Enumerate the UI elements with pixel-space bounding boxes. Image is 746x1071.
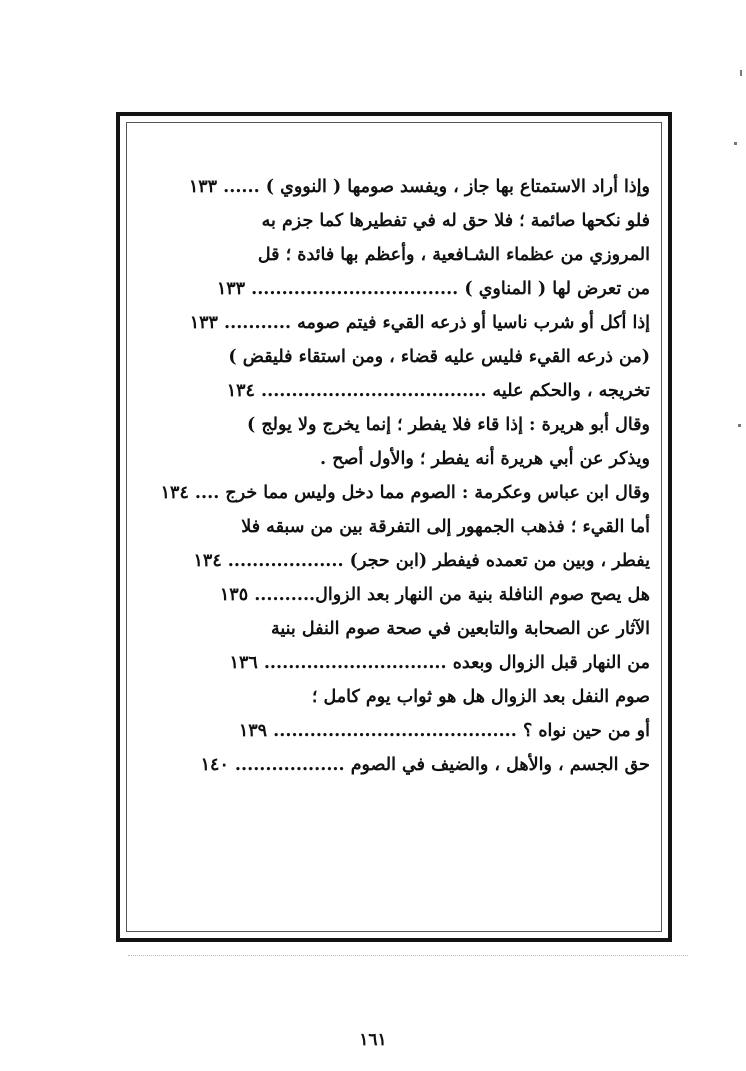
toc-entry: من النهار قبل الزوال وبعده .............................. ١٣٦ <box>229 653 650 673</box>
toc-entry: إذا أكل أو شرب ناسيا أو ذرعه القيء فيتم صومه ........... ١٣٣ <box>189 313 650 333</box>
table-of-contents <box>158 170 650 782</box>
scan-speck <box>740 70 742 76</box>
scan-speck <box>738 424 741 427</box>
toc-entry: حق الجسم ، والأهل ، والضيف في الصوم .................. ١٤٠ <box>200 755 650 775</box>
toc-entry: (من ذرعه القيء فليس عليه قضاء ، ومن استقاء فليقض ) <box>228 347 650 367</box>
toc-entry: وقال أبو هريرة : إذا قاء فلا يفطر ؛ إنما يخرج ولا يولج ) <box>247 415 650 435</box>
toc-entry: المروزي من عظماء الشـافعية ، وأعظم بها فائدة ؛ قل <box>257 245 650 265</box>
scan-artifact-line <box>128 955 688 956</box>
toc-entry: من تعرض لها ( المناوي ) .................................. ١٣٣ <box>216 279 650 299</box>
toc-entry: الآثار عن الصحابة والتابعين في صحة صوم النفل بنية <box>270 619 650 639</box>
scan-speck <box>734 142 737 145</box>
toc-entry: صوم النفل بعد الزوال هل هو ثواب يوم كامل ؛ <box>311 687 650 707</box>
toc-entry: تخريجه ، والحكم عليه ..................................... ١٣٤ <box>226 381 650 401</box>
toc-entry: هل يصح صوم النافلة بنية من النهار بعد الزوال.......... ١٣٥ <box>219 585 650 605</box>
toc-entry: فلو نكحها صائمة ؛ فلا حق له في تفطيرها كما جزم به <box>261 211 650 231</box>
toc-entry: ويذكر عن أبي هريرة أنه يفطر ؛ والأول أصح . <box>320 449 650 469</box>
toc-entry: أما القيء ؛ فذهب الجمهور إلى التفرقة بين من سبقه فلا <box>241 517 650 537</box>
page-number: ١٦١ <box>359 1030 387 1050</box>
toc-entry: وقال ابن عباس وعكرمة : الصوم مما دخل وليس مما خرج .... ١٣٤ <box>160 483 650 503</box>
toc-entry: وإذا أراد الاستمتاع بها جاز ، ويفسد صومها ( النووي ) ...... ١٣٣ <box>188 177 650 197</box>
toc-entry: يفطر ، وبين من تعمده فيفطر (ابن حجر) ................... ١٣٤ <box>193 551 650 571</box>
toc-entry: أو من حين نواه ؟ ........................................ ١٣٩ <box>238 721 650 741</box>
